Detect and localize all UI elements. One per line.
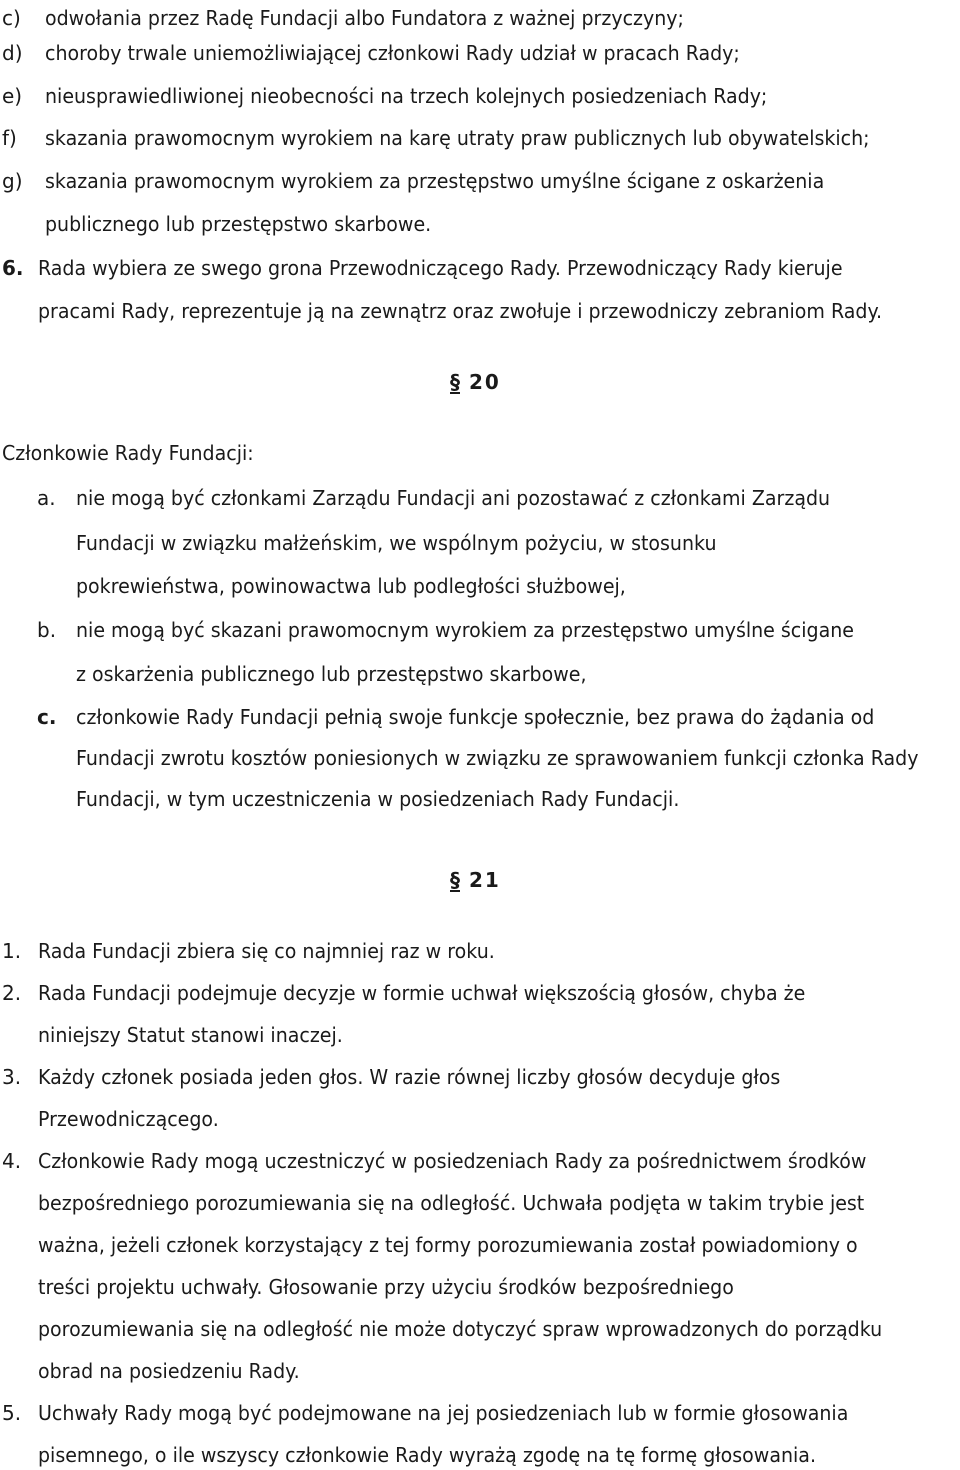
list-item-line: Każdy członek posiada jeden głos. W razie równej liczby głosów decyduje głos xyxy=(38,1065,781,1089)
list-item-line: Fundacji w związku małżeńskim, we wspólnym pożyciu, w stosunku xyxy=(76,531,717,555)
list-item-line: Uchwały Rady mogą być podejmowane na jej posiedzeniach lub w formie głosowania xyxy=(38,1401,849,1425)
list-item-line: bezpośredniego porozumiewania się na odległość. Uchwała podjęta w takim trybie jest xyxy=(38,1191,865,1215)
list-item-line: Rada Fundacji podejmuje decyzje w formie uchwał większością głosów, chyba że xyxy=(38,981,806,1005)
list-label: 4. xyxy=(2,1149,22,1173)
paragraph-line: Rada wybiera ze swego grona Przewodniczącego Rady. Przewodniczący Rady kieruje xyxy=(38,256,843,280)
list-item-line: pokrewieństwa, powinowactwa lub podległości służbowej, xyxy=(76,574,626,598)
list-item: skazania prawomocnym wyrokiem za przestępstwo umyślne ścigane z oskarżenia xyxy=(45,169,825,193)
list-item-line: treści projektu uchwały. Głosowanie przy użyciu środków bezpośredniego xyxy=(38,1275,734,1299)
section-number: 21 xyxy=(468,868,501,892)
list-item-line: Przewodniczącego. xyxy=(38,1107,219,1131)
list-label: c. xyxy=(37,705,57,729)
list-item: skazania prawomocnym wyrokiem na karę utraty praw publicznych lub obywatelskich; xyxy=(45,126,870,150)
section-mark: § xyxy=(450,370,460,394)
list-item-line: Fundacji zwrotu kosztów poniesionych w związku ze sprawowaniem funkcji członka Rady xyxy=(76,746,919,770)
list-item-line: członkowie Rady Fundacji pełnią swoje funkcje społecznie, bez prawa do żądania od xyxy=(76,705,875,729)
paragraph-line: pracami Rady, reprezentuje ją na zewnątrz oraz zwołuje i przewodniczy zebraniom Rady. xyxy=(38,299,883,323)
list-label: 2. xyxy=(2,981,22,1005)
list-item-line: porozumiewania się na odległość nie może dotyczyć spraw wprowadzonych do porządku xyxy=(38,1317,883,1341)
list-label: b. xyxy=(37,618,57,642)
list-label: f) xyxy=(2,126,17,150)
list-item: nieusprawiedliwionej nieobecności na trzech kolejnych posiedzeniach Rady; xyxy=(45,84,768,108)
list-item-line: obrad na posiedzeniu Rady. xyxy=(38,1359,300,1383)
section-mark: § xyxy=(450,868,460,892)
list-item-line: nie mogą być członkami Zarządu Fundacji ani pozostawać z członkami Zarządu xyxy=(76,486,831,510)
list-label: d) xyxy=(2,41,23,65)
section-number: 20 xyxy=(468,370,501,394)
section-intro: Członkowie Rady Fundacji: xyxy=(2,441,254,465)
list-item-continuation: publicznego lub przestępstwo skarbowe. xyxy=(45,212,432,236)
list-item-line: ważna, jeżeli członek korzystający z tej formy porozumiewania został powiadomiony o xyxy=(38,1233,858,1257)
list-item: odwołania przez Radę Fundacji albo Fundatora z ważnej przyczyny; xyxy=(45,6,684,30)
list-label: g) xyxy=(2,169,23,193)
section-heading-20 xyxy=(450,369,501,395)
list-item: choroby trwale uniemożliwiającej członkowi Rady udział w pracach Rady; xyxy=(45,41,740,65)
section-heading-21 xyxy=(450,867,501,893)
list-item-line: Fundacji, w tym uczestniczenia w posiedzeniach Rady Fundacji. xyxy=(76,787,680,811)
list-label: a. xyxy=(37,486,56,510)
list-label: c) xyxy=(2,6,21,30)
list-item-line: Rada Fundacji zbiera się co najmniej raz w roku. xyxy=(38,939,495,963)
list-label: 5. xyxy=(2,1401,22,1425)
list-item-line: nie mogą być skazani prawomocnym wyrokiem za przestępstwo umyślne ścigane xyxy=(76,618,854,642)
list-label: 3. xyxy=(2,1065,22,1089)
list-label: e) xyxy=(2,84,23,108)
point-label: 6. xyxy=(2,256,24,280)
list-item-line: z oskarżenia publicznego lub przestępstwo skarbowe, xyxy=(76,662,587,686)
list-item-line: niniejszy Statut stanowi inaczej. xyxy=(38,1023,343,1047)
list-item-line: pisemnego, o ile wszyscy członkowie Rady wyrażą zgodę na tę formę głosowania. xyxy=(38,1443,816,1467)
list-label: 1. xyxy=(2,939,22,963)
list-item-line: Członkowie Rady mogą uczestniczyć w posiedzeniach Rady za pośrednictwem środków xyxy=(38,1149,867,1173)
